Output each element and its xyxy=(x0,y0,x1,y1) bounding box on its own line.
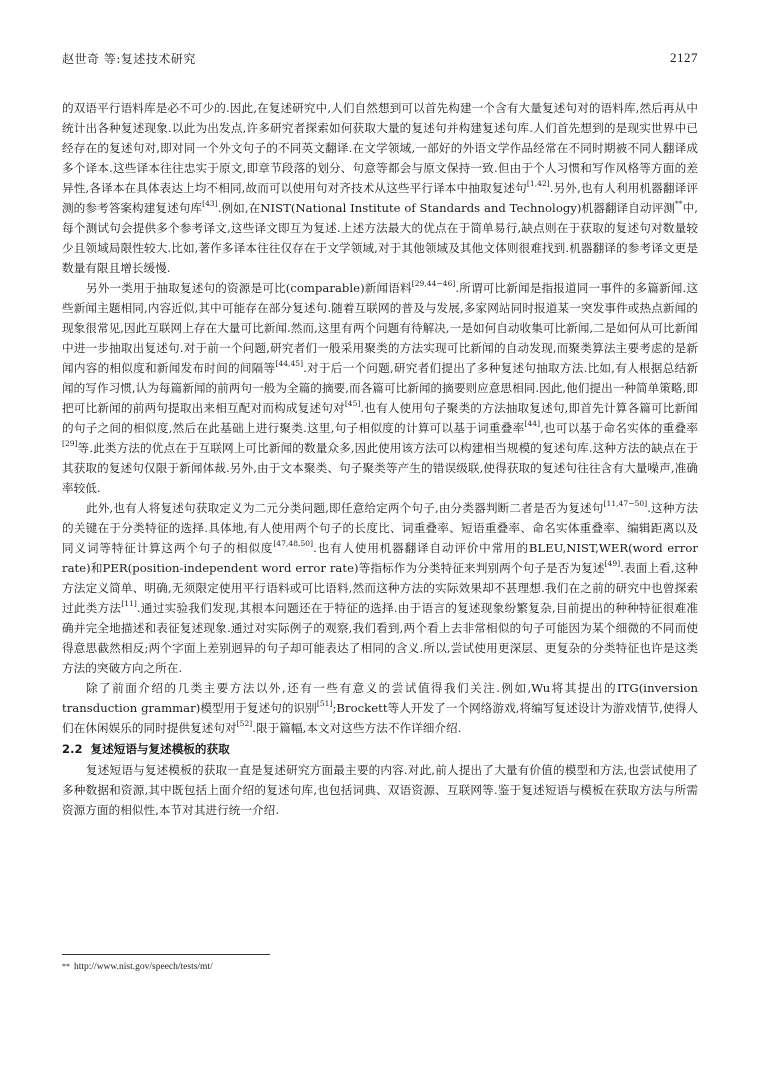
body-paragraph xyxy=(62,498,698,678)
paragraph-list xyxy=(62,98,698,738)
page-number: 2127 xyxy=(670,50,698,65)
running-header xyxy=(62,50,698,68)
paragraph-text: 等.此类方法的优点在于互联网上可比新闻的数量众多,因此使用该方法可以构建相当规模的复述句库.这种方法的缺点在于其获取的复述句仅限于新闻体裁.另外,由于文本聚类、句子聚类等产生的错误级联,使得获取的复述句往往含有大量噪声,准确率较低. xyxy=(62,441,698,495)
citation-superscript: [45] xyxy=(344,399,361,409)
paragraph-text: 的双语平行语料库是必不可少的.因此,在复述研究中,人们自然想到可以首先构建一个含有大量复述句对的语料库,然后再从中统计出各种复述现象.以此为出发点,许多研究者探索如何获取大量的复述句并构建复述句库.人们首先想到的是现实世界中已经存在的复述句对,即对同一个外文句子的不同英文翻译.在文学领域,一部好的外语文学作品经常在不同时期被不同人翻译成多个译本.这些译本往往忠实于原文,即章节段落的划分、句意等都会与原文保持一致.但由于个人习惯和写作风格等方面的差异性,各译本在具体表达上均不相同,故而可以使用句对齐技术从这些平行译本中抽取复述句 xyxy=(62,101,698,195)
paragraph-text: .表面上看,这种方法定义简单、明确,无须限定使用平行语料或可比语料,然而这种方法的实际效果却不甚理想.我们在之前的研究中也曾探索过此类方法 xyxy=(62,561,698,615)
citation-superscript: [29] xyxy=(62,439,78,449)
paragraph-text: .也有人使用句子聚类的方法抽取复述句,即首先计算各篇可比新闻的句子之间的相似度,然后在此基础上进行聚类.这里,句子相似度的计算可以基于词重叠率 xyxy=(62,401,699,435)
paragraph-text: .通过实验我们发现,其根本问题还在于特征的选择.由于语言的复述现象纷繁复杂,目前提出的种种特征很难准确并完全地描述和表征复述现象.通过对实际例子的观察,我们看到,两个看上去非常相似的句子可能因为某个细微的不同而使得意思截然相反;两个字面上差别迥异的句子却可能表达了相同的含义.所以,尝试使用更深层、更复杂的分类特征也许是这类方法的突破方向之所在. xyxy=(62,601,698,675)
citation-superscript: [52] xyxy=(236,719,253,729)
section-paragraph: 复述短语与复述模板的获取一直是复述研究方面最主要的内容.对此,前人提出了大量有价值的模型和方法,也尝试使用了多种数据和资源,其中既包括上面介绍的复述句库,也包括词典、双语资源、互联网等.鉴于复述短语与模板在获取方法与所需资源方面的相似性,本节对其进行统一介绍. xyxy=(62,763,698,817)
paragraph-text: .另外,也有人利用机器翻译评测的参考答案构建复述句库 xyxy=(62,181,698,215)
citation-superscript: [47,48,50] xyxy=(273,539,314,549)
section-heading xyxy=(62,738,698,760)
paragraph-text: 中,每个测试句会提供多个参考译文,这些译文即互为复述.上述方法最大的优点在于简单易行,缺点则在于获取的复述句对数量较少且领域局限性较大.比如,著作多译本往往仅存在于文学领域,对于其他领域及其他文体则很难找到.机器翻译的参考译文更是数量有限且增长缓慢. xyxy=(62,201,698,275)
section-number: 2.2 xyxy=(62,742,83,756)
paragraph-text: ;Brockett等人开发了一个网络游戏,将编写复述设计为游戏情节,使得人们在休闲娱乐的同时提供复述句对 xyxy=(62,701,698,735)
paragraph-text: .对于后一个问题,研究者们提出了多种复述句抽取方法.比如,有人根据总结新闻的写作习惯,认为每篇新闻的前两句一般为全篇的摘要,而各篇可比新闻的摘要则应意思相同.因此,他们提出一种简单策略,即把可比新闻的前两句提取出来相互配对而构成复述句对 xyxy=(62,361,698,415)
paragraph-text: .这种方法的关键在于分类特征的选择.具体地,有人使用两个句子的长度比、词重叠率、短语重叠率、命名实体重叠率、编辑距离以及同义词等特征计算这两个句子的相似度 xyxy=(62,501,699,555)
body-paragraph xyxy=(62,278,698,498)
footnote xyxy=(62,962,213,972)
paragraph-text: .例如,在NIST(National Institute of Standards and Technology)机器翻译自动评测 xyxy=(217,201,675,215)
body-text xyxy=(62,98,698,820)
paragraph-text: ,也可以基于命名实体的重叠率 xyxy=(540,421,699,435)
citation-superscript: ** xyxy=(674,199,683,209)
running-header-authors: 赵世奇 等:复述技术研究 xyxy=(62,52,196,66)
citation-superscript: [11] xyxy=(121,599,137,609)
paragraph-text: .所谓可比新闻是指报道同一事件的多篇新闻.这些新闻主题相同,内容近似,其中可能存在部分复述句.随着互联网的普及与发展,多家网站同时报道某一突发事件或热点新闻的现象很常见,因此互联网上存在大量可比新闻.然而,这里有两个问题有待解决,一是如何自动收集可比新闻,二是如何从可比新闻中进一步抽取出复述句.对于前一个问题,研究者们一般采用聚类的方法实现可比新闻的自动发现,而聚类算法主要考虑的是新闻内容的相似度和新闻发布时间的间隔等 xyxy=(62,281,698,375)
paragraph-text: 另外一类用于抽取复述句的资源是可比(comparable)新闻语料 xyxy=(86,281,412,295)
citation-superscript: [11,47−50] xyxy=(603,499,648,509)
citation-superscript: [1,42] xyxy=(526,179,550,189)
citation-superscript: [43] xyxy=(202,199,218,209)
body-paragraph xyxy=(62,678,698,738)
paragraph-text: .也有人使用机器翻译自动评价中常用的BLEU,NIST,WER(word error rate)和PER(position-independent word error rate)等指标作为分类特征来判别两个句子是否为复述 xyxy=(62,541,698,575)
body-paragraph xyxy=(62,98,698,278)
paragraph-text: .限于篇幅,本文对这些方法不作详细介绍. xyxy=(252,721,462,735)
citation-superscript: [29,44−46] xyxy=(411,279,456,289)
footnote-divider xyxy=(62,954,270,955)
citation-superscript: [44] xyxy=(524,419,541,429)
paragraph-text: 除了前面介绍的几类主要方法以外,还有一些有意义的尝试值得我们关注.例如,Wu将其提出的ITG(inversion transduction grammar)模型用于复述句的识别 xyxy=(62,681,698,715)
footnote-url: http://www.nist.gov/speech/tests/mt/ xyxy=(74,962,213,972)
citation-superscript: [44,45] xyxy=(275,359,304,369)
citation-superscript: [49] xyxy=(604,559,621,569)
footnote-mark: ** xyxy=(62,962,70,971)
paragraph-text: 此外,也有人将复述句获取定义为二元分类问题,即任意给定两个句子,由分类器判断二者是否为复述句 xyxy=(86,501,604,515)
citation-superscript: [51] xyxy=(316,699,333,709)
section-title: 复述短语与复述模板的获取 xyxy=(90,742,230,756)
